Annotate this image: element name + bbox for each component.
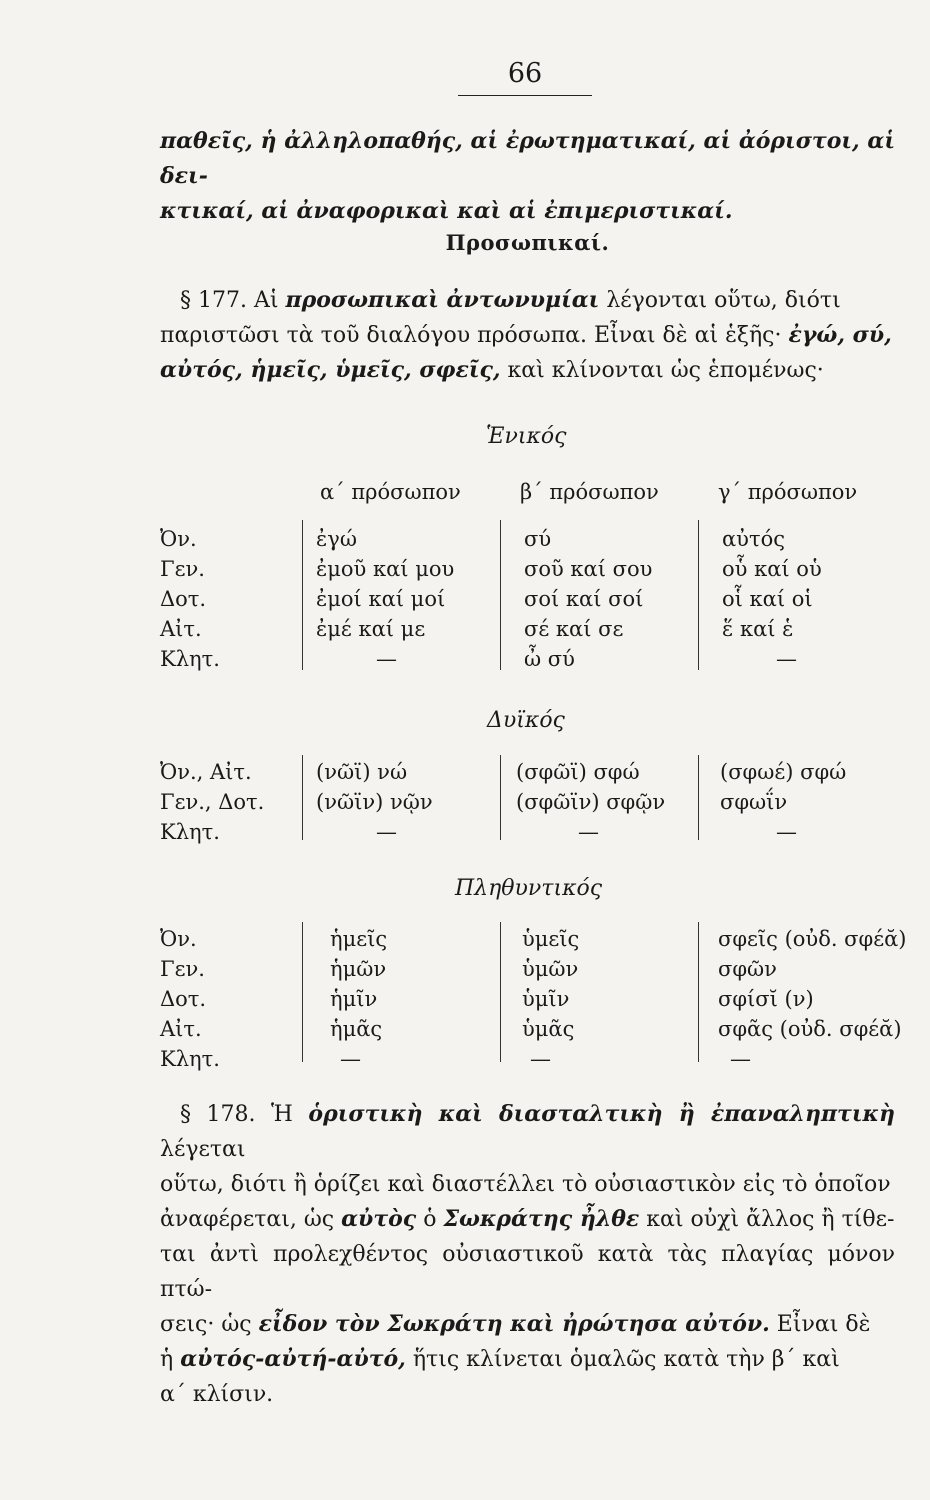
p178-text: ἀναφέρεται, ὡς [160,1207,342,1232]
page-number: 66 [507,58,543,89]
p177-line-1 [160,283,895,318]
plural-title: Πληθυντικός [455,876,603,901]
column-rule [500,755,501,840]
form-third-person: (σφωέ) σφώ [720,760,847,784]
intro-line-1: παθεῖς, ἡ ἀλληλοπαθής, αἱ ἐρωτηματικαί, αἱ ἀόριστοι, αἱ δει- [160,128,895,189]
p178-text: Ἡ [255,1102,309,1127]
p177-line-3 [160,353,895,388]
p178-text: ὁ [416,1207,444,1232]
p178-example: Σωκράτης ἦλθε [443,1206,640,1232]
form-first-person: ἐμοῦ καί μου [316,557,455,581]
column-rule [698,922,699,1062]
form-third-person: — [730,1047,751,1071]
col-head-third-person: γ΄ πρόσωπον [718,480,858,504]
form-first-person: (νῶϊ) νώ [316,760,408,784]
p178-text: λέγεται [160,1137,246,1162]
dual-title: Δυϊκός [487,708,565,733]
form-first-person: ἡμᾶς [330,1017,383,1041]
case-label: Γεν., Δοτ. [160,790,265,814]
form-second-person: (σφῶϊν) σφῷν [516,790,666,814]
intro-line-2: κτικαί, αἱ ἀναφορικαὶ καὶ αἱ ἐπιμεριστικαί. [160,198,733,224]
p178-mark: § 178. [180,1102,256,1127]
form-second-person: ὑμεῖς [522,927,580,951]
p178-line-5 [160,1307,895,1342]
form-third-person: — [776,820,797,844]
column-rule [500,922,501,1062]
case-label: Γεν. [160,957,205,981]
singular-title: Ἑνικός [486,424,567,449]
form-third-person: — [776,647,797,671]
p177-term: προσωπικαὶ ἀντωνυμίαι [285,287,600,313]
case-label: Αἰτ. [160,1017,202,1041]
form-third-person: σφεῖς (οὐδ. σφέᾰ) [718,927,907,951]
column-rule [500,520,501,670]
form-second-person: σέ καί σε [524,617,624,641]
case-label: Ὀν., Αἰτ. [160,760,252,784]
intro-paragraph [160,124,895,229]
form-second-person: ὑμῶν [522,957,579,981]
case-label: Αἰτ. [160,617,202,641]
form-second-person: ὑμᾶς [522,1017,575,1041]
form-first-person: (νῶϊν) νῷν [316,790,433,814]
p178-line-1 [160,1097,895,1167]
case-label: Κλητ. [160,1047,220,1071]
p178-text: σεις· ὡς [160,1312,259,1337]
p178-text: καὶ οὐχὶ ἄλλος ἢ τίθε- [639,1207,895,1232]
p177-pronouns: ἐγώ, σύ, [788,322,892,348]
form-third-person: οἷ καί οἱ [722,587,813,611]
section-title: Προσωπικαί. [445,230,610,255]
form-first-person: ἡμῖν [330,987,378,1011]
form-first-person: ἐμοί καί μοί [316,587,446,611]
column-rule [698,755,699,840]
p178-line-6 [160,1342,895,1377]
p177-text: Αἱ [246,288,286,313]
case-label: Ὀν. [160,527,197,551]
form-first-person: — [340,1047,361,1071]
p178-line-3 [160,1202,895,1237]
form-third-person: σφωΐν [720,790,788,814]
p178-example: αὐτός-αὐτή-αὐτό, [180,1346,406,1372]
case-label: Ὀν. [160,927,197,951]
form-third-person: αὐτός [722,527,785,551]
case-label: Δοτ. [160,587,207,611]
form-third-person: σφίσῐ (ν) [718,987,814,1011]
form-second-person: ὑμῖν [522,987,570,1011]
case-label: Κλητ. [160,820,220,844]
case-label: Γεν. [160,557,205,581]
form-first-person: — [376,820,397,844]
p178-line-7: α΄ κλίσιν. [160,1382,274,1407]
form-second-person: σύ [524,527,552,551]
col-head-second-person: β΄ πρόσωπον [520,480,659,504]
p177-text: καὶ κλίνονται ὡς ἑπομένως· [500,358,824,383]
form-first-person: ἐγώ [316,527,357,551]
p178-text: Εἶναι δὲ [769,1312,871,1337]
case-label: Κλητ. [160,647,220,671]
column-rule [302,922,303,1062]
form-second-person: — [530,1047,551,1071]
p178-example: εἶδον τὸν Σωκράτη καὶ ἠρώτησα αὐτόν. [258,1311,770,1337]
form-second-person: (σφῶϊ) σφώ [516,760,640,784]
form-first-person: ἡμεῖς [330,927,388,951]
p177-text: λέγονται οὕτω, διότι [599,288,841,313]
p178-text: ἡ [160,1347,181,1372]
form-second-person: — [578,820,599,844]
form-second-person: ὦ σύ [524,647,575,671]
form-third-person: ἕ καί ἑ [722,617,794,641]
form-third-person: σφᾶς (οὐδ. σφέᾰ) [718,1017,902,1041]
p178-example: αὐτὸς [341,1206,417,1232]
column-rule [698,520,699,670]
form-first-person: — [376,647,397,671]
p177-mark: § 177. [180,288,247,313]
form-second-person: σοί καί σοί [524,587,644,611]
form-first-person: ἡμῶν [330,957,387,981]
p177-line-2 [160,318,895,353]
p178-line-2: οὕτω, διότι ἢ ὁρίζει καὶ διαστέλλει τὸ οὐσιαστικὸν εἰς τὸ ὁποῖον [160,1172,891,1197]
column-rule [302,755,303,840]
col-head-first-person: α΄ πρόσωπον [320,480,461,504]
form-third-person: σφῶν [718,957,777,981]
p178-text: ἥτις κλίνεται ὁμαλῶς κατὰ τὴν β΄ καὶ [405,1347,840,1372]
column-rule [302,520,303,670]
p177-pronouns: αὐτός, ἡμεῖς, ὑμεῖς, σφεῖς, [160,357,501,383]
case-label: Δοτ. [160,987,207,1011]
p178-line-4: ται ἀντὶ προλεχθέντος οὐσιαστικοῦ κατὰ τὰς πλαγίας μόνον πτώ- [160,1242,895,1302]
paragraph-177 [160,283,895,388]
page-number-rule [458,95,592,96]
form-first-person: ἐμέ καί με [316,617,426,641]
p178-term: ὁριστικὴ καὶ διασταλτικὴ ἢ ἐπαναληπτικὴ [308,1101,895,1127]
form-third-person: οὗ καί οὑ [722,557,822,581]
paragraph-178 [160,1097,895,1412]
p177-text: παριστῶσι τὰ τοῦ διαλόγου πρόσωπα. Εἶναι δὲ αἱ ἑξῆς· [160,323,789,348]
form-second-person: σοῦ καί σου [524,557,653,581]
